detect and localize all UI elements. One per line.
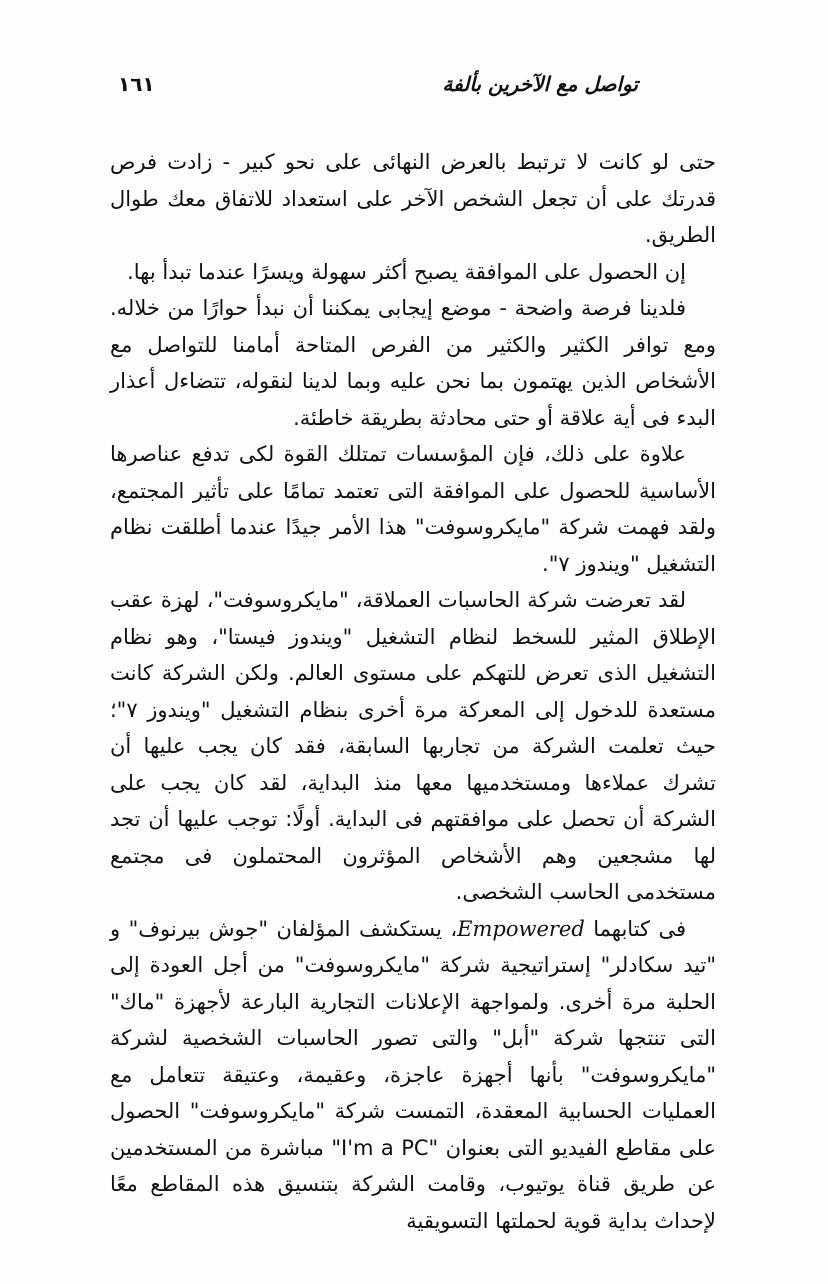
paragraph-4: علاوة على ذلك، فإن المؤسسات تمتلك القوة لكى تدفع عناصرها الأساسية للحصول على الموافقة التى تعتمد تمامًا على تأثير المجتمع، ولقد فهمت شركة "مايكروسوفت" هذا الأمر جيدًا عندما أطلقت نظام التشغيل "ويندوز ٧". bbox=[110, 442, 716, 576]
paragraph-6 bbox=[110, 911, 716, 1240]
page-header bbox=[118, 72, 718, 104]
paragraph-5: لقد تعرضت شركة الحاسبات العملاقة، "مايكروسوفت"، لهزة عقب الإطلاق المثير للسخط لنظام التشغيل "ويندوز فيستا"، وهو نظام التشغيل الذى تعرض للتهكم على مستوى العالم. ولكن الشركة كانت مستعدة للدخول إلى المعركة مرة أخرى بنظام التشغيل "ويندوز ٧"؛ حيث تعلمت الشركة من تجاربها السابقة، فقد كان يجب عليها أن تشرك عملاءها ومستخدميها معها منذ البداية، لقد كان يجب على الشركة أن تحصل على موافقتهم فى البداية. أولًا: توجب عليها أن تجد لها مشجعين وهم الأشخاص المؤثرون المحتملون فى مجتمع مستخدمى الحاسب الشخصى. bbox=[110, 588, 716, 904]
paragraph-6-rest: ، يستكشف المؤلفان "جوش بيرنوف" و "تيد سكادلر" إستراتيجية شركة "مايكروسوفت" من أجل العودة إلى الحلبة مرة أخرى. ولمواجهة الإعلانات التجارية البارعة لأجهزة "ماك" التى تنتجها شركة "أبل" والتى تصور الحاسبات الشخصية لشركة "مايكروسوفت" بأنها أجهزة عاجزة، وعقيمة، وعتيقة تتعامل مع العمليات الحسابية المعقدة، التمست شركة "مايكروسوفت" الحصول على مقاطع الفيديو التى بعنوان "I'm a PC" مباشرة من المستخدمين عن طريق قناة يوتيوب، وقامت الشركة بتنسيق هذه المقاطع معًا لإحداث بداية قوية لحملتها التسويقية bbox=[110, 916, 717, 1233]
body-text bbox=[110, 144, 716, 1239]
book-title-latin: Empowered bbox=[457, 916, 585, 941]
running-title: تواصل مع الآخرين بألفة bbox=[442, 72, 638, 96]
paragraph-6-start: فى كتابهما bbox=[584, 916, 686, 941]
page-number: ١٦١ bbox=[118, 72, 155, 96]
paragraph-3: فلدينا فرصة واضحة - موضع إيجابى يمكننا أن نبدأ حوارًا من خلاله. ومع توافر الكثير والكثير من الفرص المتاحة أمامنا للتواصل مع الأشخاص الذين يهتمون بما نحن عليه وبما لدينا لنقوله، تتضاءل أعذار البدء فى أية علاقة أو حتى محادثة بطريقة خاطئة. bbox=[110, 296, 716, 430]
paragraph-2: إن الحصول على الموافقة يصبح أكثر سهولة ويسرًا عندما تبدأ بها. bbox=[127, 259, 686, 284]
paragraph-1: حتى لو كانت لا ترتبط بالعرض النهائى على نحو كبير - زادت فرص قدرتك على أن تجعل الشخص الآخر على استعداد للاتفاق معك طوال الطريق. bbox=[110, 150, 716, 247]
